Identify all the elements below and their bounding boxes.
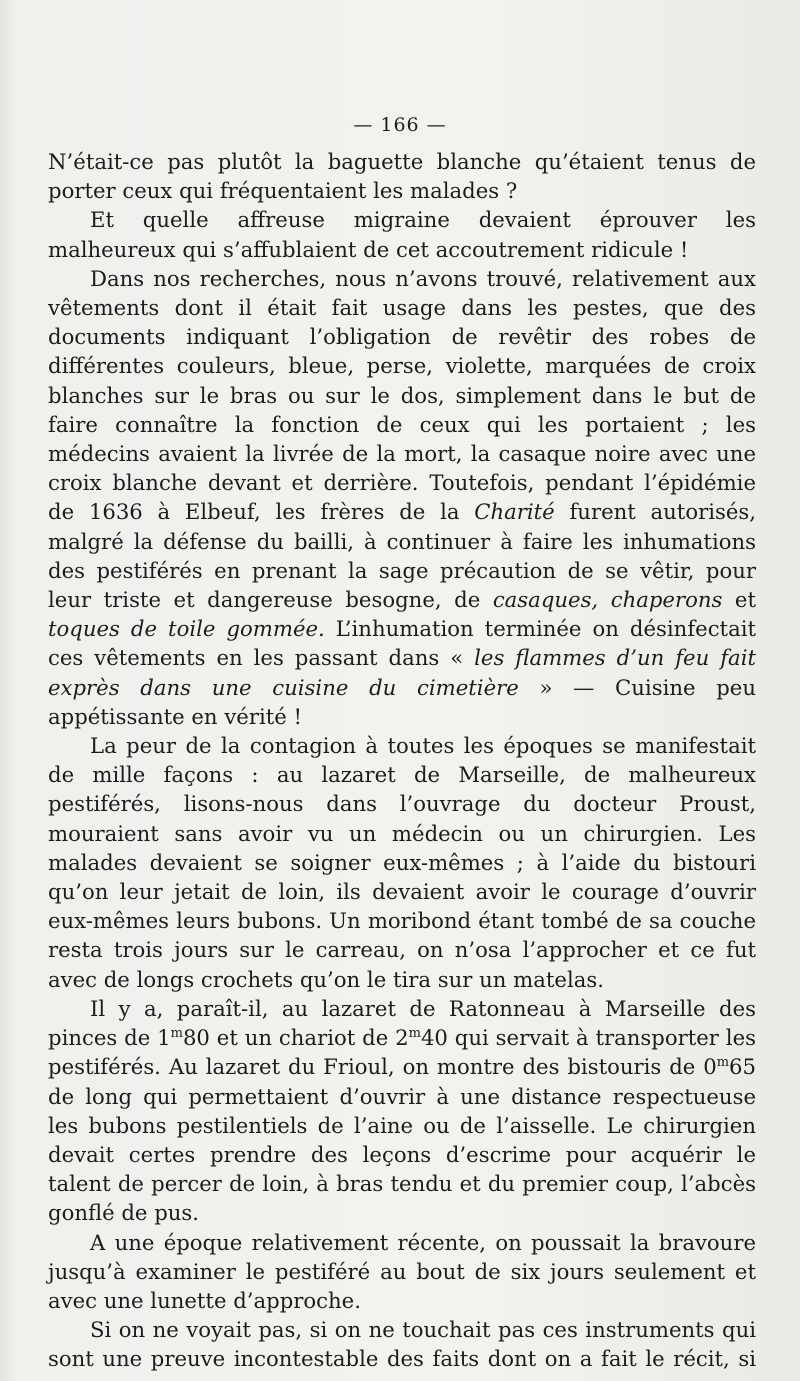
text-run: A une époque relativement récente, on poussait la bravoure jusqu’à examiner le pestiféré au bout de six jours seulement et avec une lunette d’approche. bbox=[48, 1229, 756, 1313]
text-run: Si on ne voyait pas, si on ne touchait pas ces instruments qui sont une preuve incontestable des faits dont on a fait le récit, si bbox=[48, 1317, 756, 1372]
italic-text: casaques, chaperons bbox=[492, 587, 723, 613]
text-run: » — Cuisine peu appétissante en vérité ! bbox=[48, 674, 756, 729]
text-run: La peur de la contagion à toutes les époques se manifestait de mille façons : au lazaret de Marseille, de malheureux pestiférés, lisons-nous dans l’ouvrage du docteur Proust, mouraient sans avoir vu un médecin ou un chirurgien. Les malades devaient se soigner eux-mêmes ; à l’aide du bistouri qu’on leur jetait de loin, ils devaient avoir le courage d’ouvrir eux-mêmes leurs bubons. Un moribond étant tombé de sa couche resta trois jours sur le carreau, on n’osa l’approcher et ce fut avec de longs crochets qu’on le tira sur un matelas. bbox=[48, 733, 756, 992]
text-run: Et quelle affreuse migraine devaient éprouver les malheureux qui s’affublaient de cet accoutrement ridicule ! bbox=[48, 207, 756, 262]
text-run: N’était-ce pas plutôt la baguette blanche qu’étaient tenus de porter ceux qui fréquentaient les malades ? bbox=[48, 149, 756, 204]
paragraph-6 bbox=[48, 1228, 756, 1316]
paragraph-7 bbox=[48, 1315, 756, 1373]
unit-superscript: m bbox=[408, 1026, 421, 1042]
text-run: L’inhumation terminée on désinfectait ces vêtements en les passant dans « bbox=[48, 616, 756, 671]
text-run: 65 de long qui permettaient d’ouvrir à une distance respectueuse les bubons pestilentiels de l’aine ou de l’aisselle. Le chirurgien devait certes prendre des leçons d’escrime pour acquérir le talent de percer de loin, à bras tendu et du premier coup, l’abcès gonflé de pus. bbox=[48, 1054, 756, 1226]
text-run: furent autorisés, malgré la défense du bailli, à continuer à faire les inhumations des pestiférés en prenant la sage précaution de se vêtir, pour leur triste et dangereuse besogne, de bbox=[48, 499, 756, 613]
page-number: — 166 — bbox=[353, 114, 447, 136]
text-run: Il y a, paraît-il, au lazaret de Ratonneau à Marseille des pinces de 1 bbox=[48, 995, 756, 1051]
paragraph-1 bbox=[48, 147, 756, 205]
paragraph-4 bbox=[48, 731, 756, 994]
text-run: 80 et un chariot de 2 bbox=[182, 1025, 409, 1051]
text-run: Dans nos recherches, nous n’avons trouvé, relativement aux vêtements dont il était fait usage dans les pestes, que des documents indiquant l’obligation de revêtir des robes de différentes couleurs, bleue, perse, violette, marquées de croix blanches sur le bras ou sur le dos, simplement dans le but de faire connaître la fonction de ceux qui les portaient ; les médecins avaient la livrée de la mort, la casaque noire avec une croix blanche devant et derrière. Toutefois, pendant l’épidémie de 1636 à Elbeuf, les frères de la bbox=[48, 265, 756, 525]
italic-text: Charité bbox=[474, 499, 555, 525]
paragraph-3 bbox=[48, 264, 756, 731]
paragraph-2 bbox=[48, 205, 756, 263]
text-run: et bbox=[722, 587, 756, 613]
unit-superscript: m bbox=[170, 1026, 183, 1042]
paragraph-5 bbox=[48, 994, 756, 1228]
body-text bbox=[48, 147, 756, 1374]
italic-text: les flammes d’un feu fait exprès dans une cuisine du cimetière bbox=[48, 645, 756, 700]
unit-superscript: m bbox=[716, 1055, 730, 1071]
text-run: 40 qui servait à transporter les pestiférés. Au lazaret du Frioul, on montre des bistouris de 0 bbox=[48, 1025, 756, 1080]
italic-text: toques de toile gommée. bbox=[48, 616, 325, 642]
